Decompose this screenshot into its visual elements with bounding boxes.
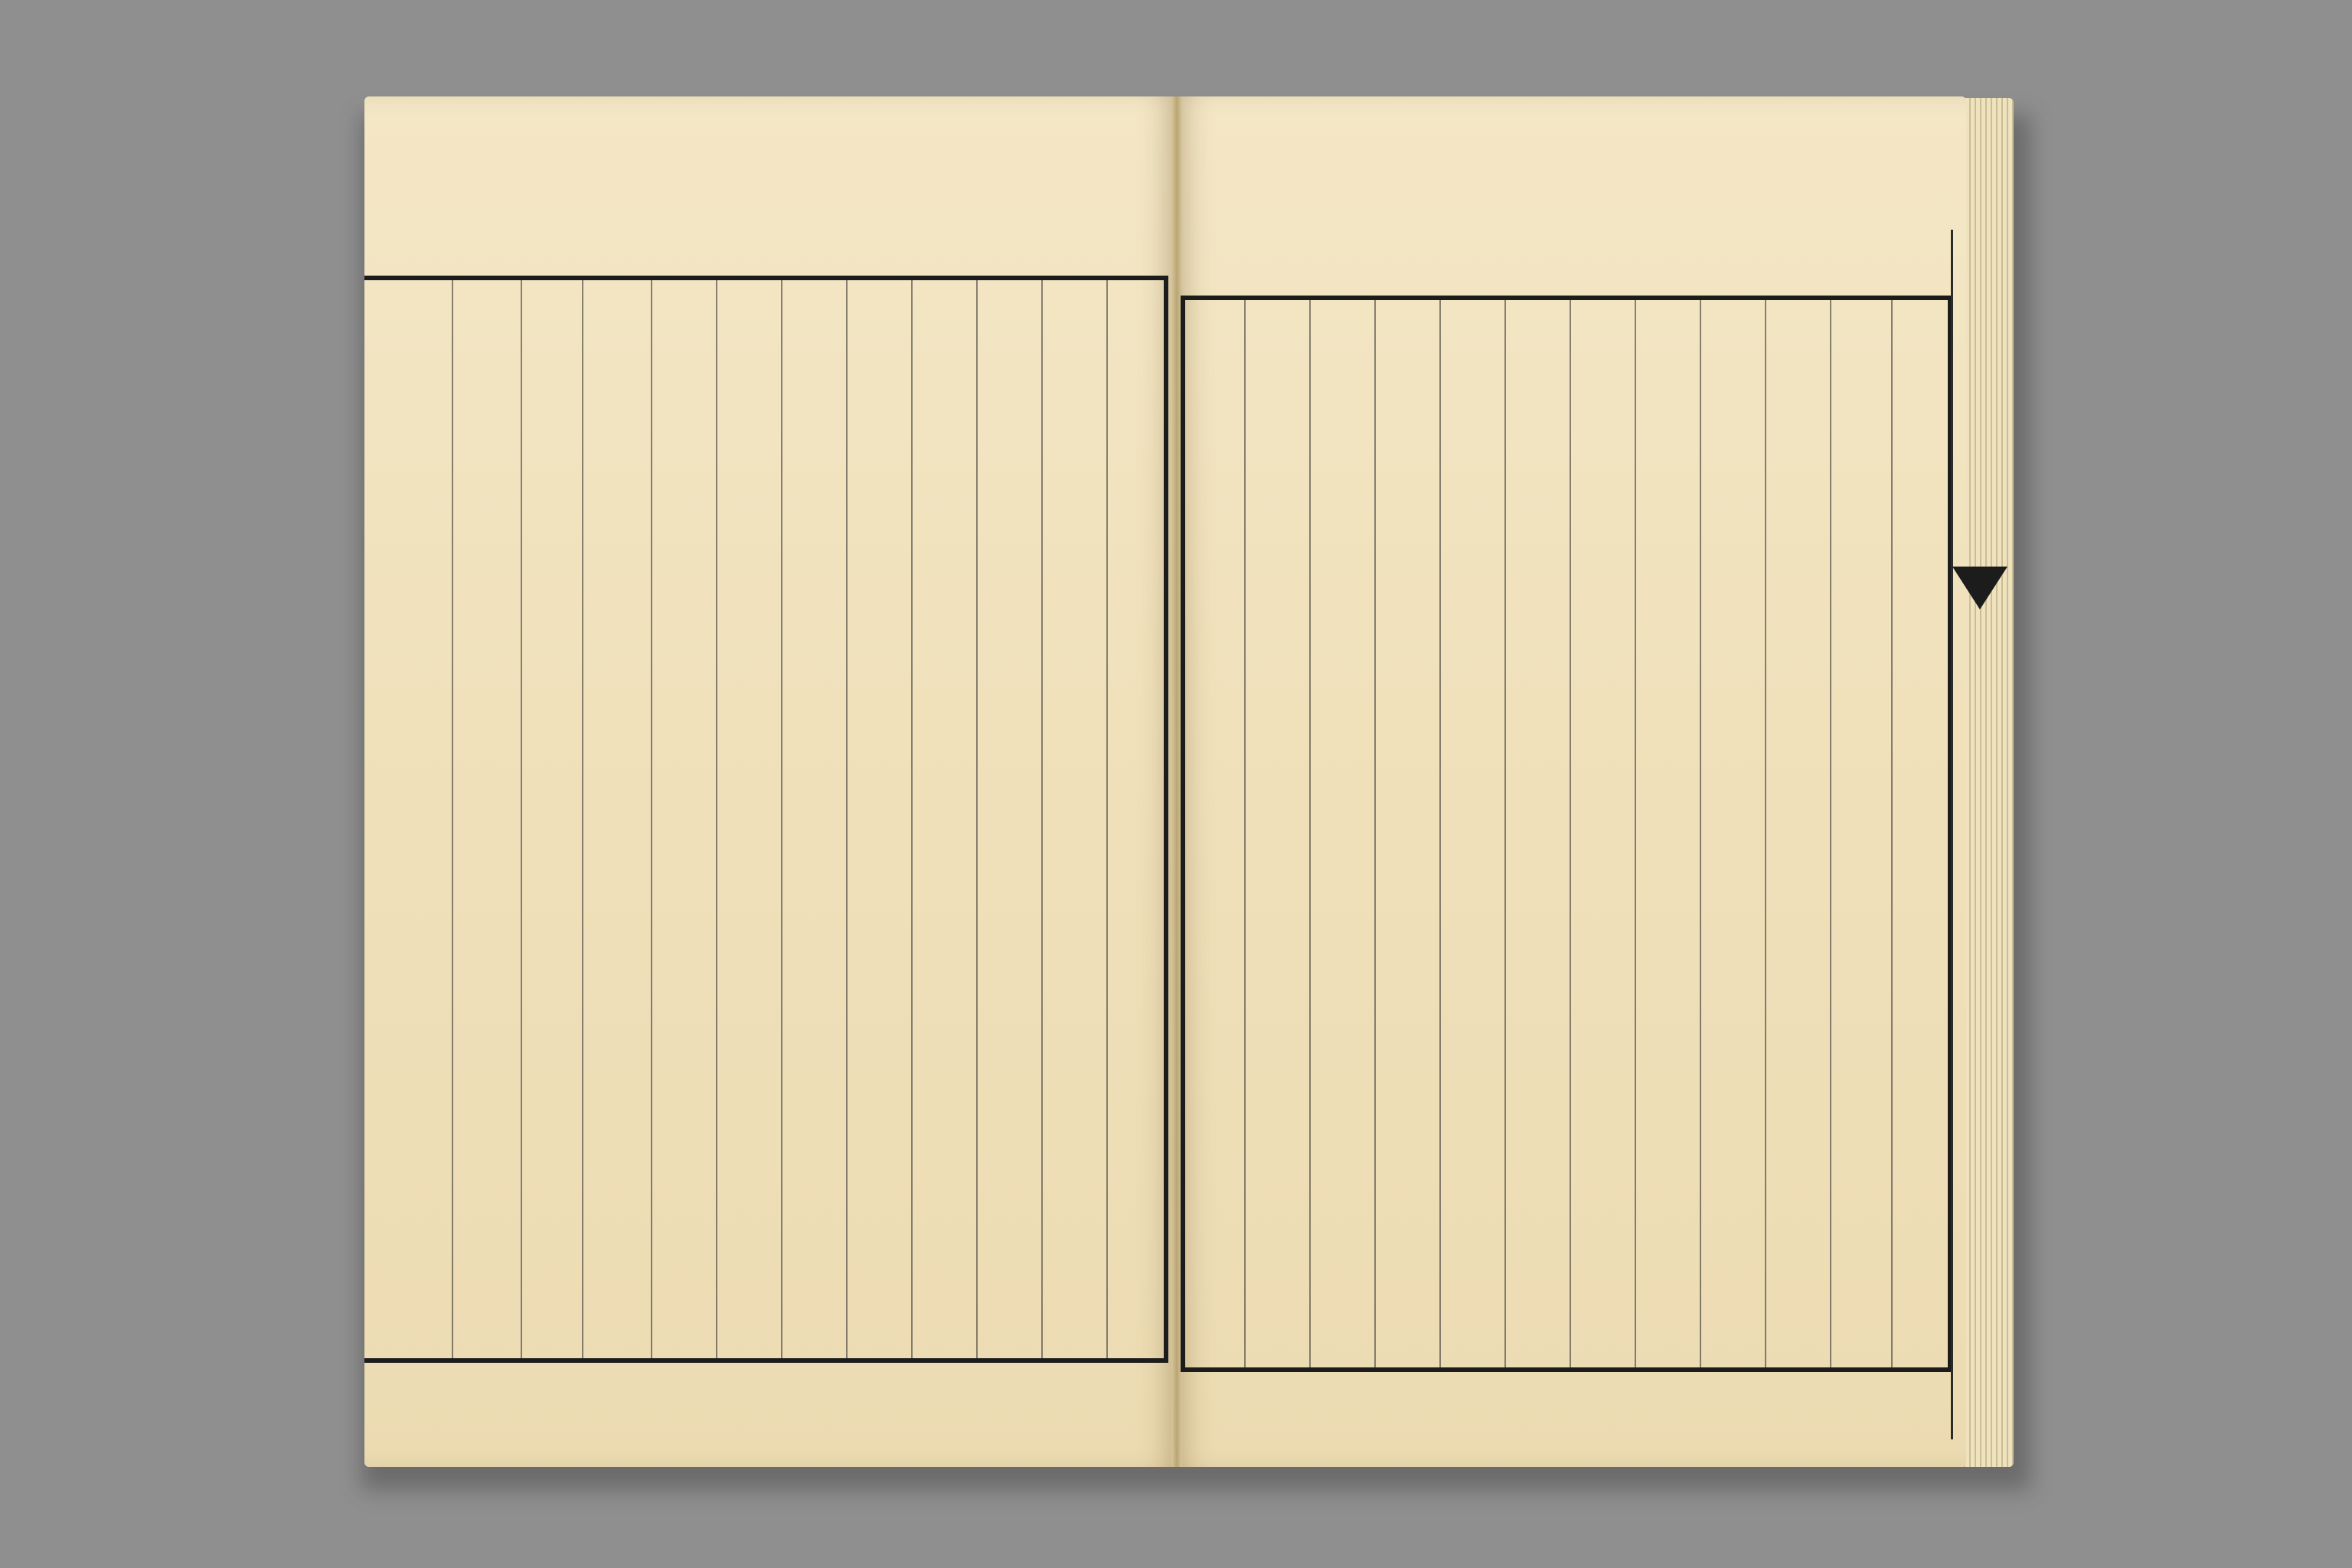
column-rule <box>1700 300 1701 1367</box>
column-rule <box>1244 300 1246 1367</box>
right-page-frame <box>1181 296 1951 1372</box>
column-rule <box>1106 280 1108 1358</box>
column-rule <box>911 280 913 1358</box>
column-rule <box>781 280 782 1358</box>
column-rule <box>1309 300 1311 1367</box>
column-rule <box>1570 300 1571 1367</box>
column-rule <box>846 280 848 1358</box>
column-rule <box>1439 300 1441 1367</box>
block-center-column <box>1951 230 2014 1439</box>
column-rule <box>1041 280 1043 1358</box>
column-rule <box>716 280 717 1358</box>
column-rule <box>651 280 652 1358</box>
column-rule <box>1635 300 1636 1367</box>
column-rule <box>1830 300 1831 1367</box>
column-rule <box>1891 300 1893 1367</box>
column-rule <box>452 280 453 1358</box>
column-rule <box>582 280 583 1358</box>
left-page-frame <box>364 276 1168 1363</box>
column-rule <box>1374 300 1376 1367</box>
fishtail-mark <box>1952 567 2007 609</box>
column-rule <box>521 280 522 1358</box>
column-rule <box>976 280 978 1358</box>
column-rule <box>1504 300 1506 1367</box>
column-rule <box>1765 300 1766 1367</box>
